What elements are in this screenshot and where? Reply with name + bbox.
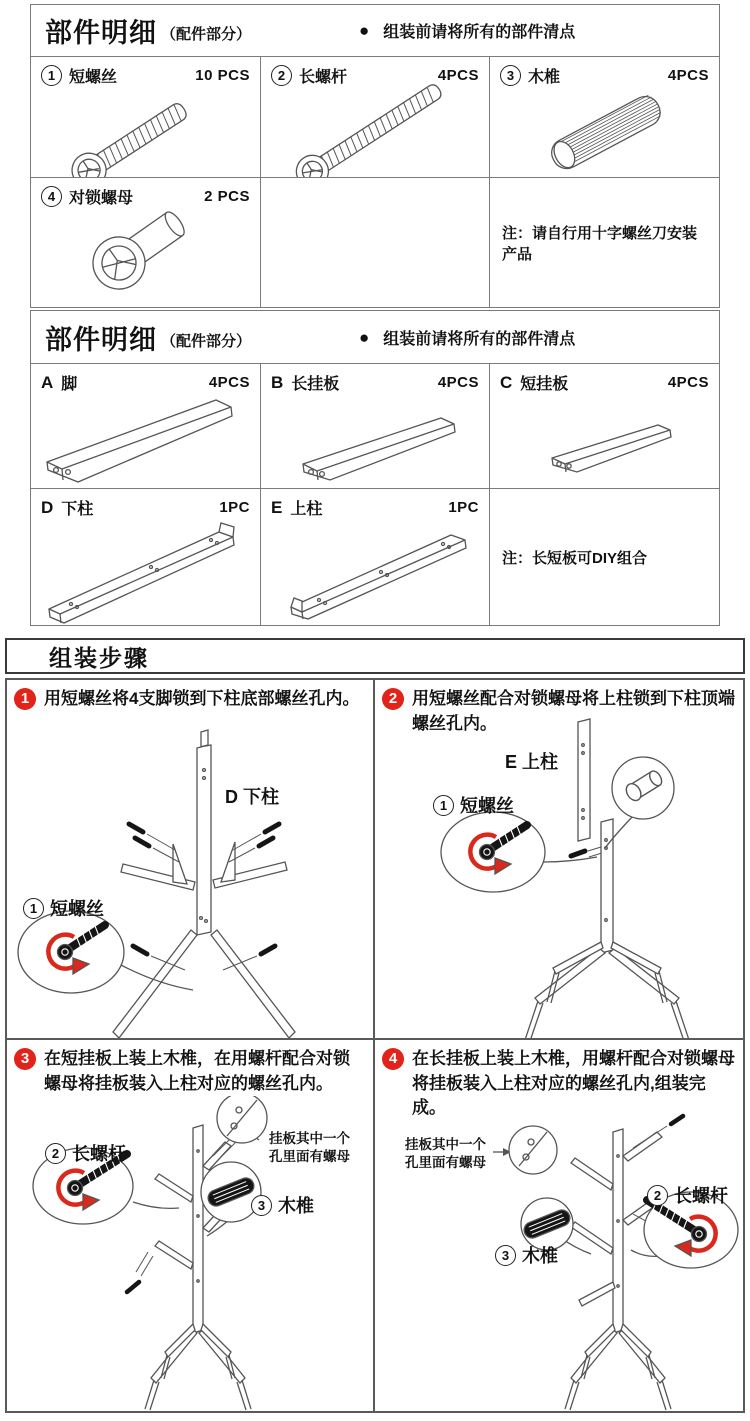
part-qty: 1PC [448, 499, 479, 516]
step-number-badge: 2 [382, 688, 404, 710]
part-name: 短螺丝 [69, 69, 118, 86]
wood-parts-table [30, 310, 720, 626]
parts-subtitle: （配件部分） [161, 332, 252, 350]
part-name: 对锁螺母 [69, 190, 134, 207]
part-number-badge: 4 [41, 186, 62, 207]
step-1-panel [5, 678, 375, 1040]
part-name: 上柱 [290, 501, 323, 518]
part-number-badge: 1 [41, 65, 62, 86]
part-cell-lower-post [31, 488, 260, 625]
fastener-label: 短螺丝 [50, 899, 104, 919]
part-cell-short-screw [31, 57, 260, 177]
assembly-steps-title: 组装步骤 [49, 644, 149, 671]
wood-parts-header [31, 311, 719, 364]
step-number-badge: 3 [14, 1048, 36, 1070]
part-cell-long-hang-board [260, 364, 489, 488]
step-4-panel [375, 1040, 745, 1413]
fastener-label: 短螺丝 [460, 796, 514, 816]
step-3-panel [5, 1040, 375, 1413]
bullet-icon: ● [359, 327, 370, 347]
dowel-label: 木椎 [278, 1196, 314, 1216]
part-name: 短挂板 [520, 376, 569, 393]
long-hang-board-icon [261, 392, 489, 488]
parts-title: 部件明细 [45, 18, 157, 48]
part-cell-wood-dowel [489, 57, 719, 177]
empty-cell [260, 177, 489, 307]
fastener-number-badge: 1 [23, 898, 44, 919]
step-instruction: 在短挂板上装上木椎，在用螺杆配合对锁螺母将挂板装入上柱对应的螺丝孔内。 [44, 1049, 350, 1093]
part-code: A [41, 372, 54, 392]
dowel-label: 木椎 [522, 1246, 558, 1266]
part-qty: 4PCS [667, 374, 709, 391]
hardware-parts-table [30, 4, 720, 308]
diy-note: 注：长短板可DIY组合 [502, 549, 648, 567]
hardware-parts-header [31, 5, 719, 57]
step-2-panel [375, 678, 745, 1040]
diy-note-cell [489, 488, 719, 625]
nut-hole-callout: 挂板其中一个 孔里面有螺母 [269, 1131, 350, 1165]
parts-subtitle: （配件部分） [161, 26, 252, 43]
parts-notice: 组装前请将所有的部件清点 [383, 24, 576, 41]
part-name: 长螺杆 [299, 69, 348, 86]
parts-title: 部件明细 [45, 324, 157, 355]
parts-notice: 组装前请将所有的部件清点 [383, 330, 576, 348]
part-cell-leg [31, 364, 260, 488]
nut-hole-callout: 挂板其中一个 孔里面有螺母 [405, 1137, 486, 1171]
part-cell-short-hang-board [489, 364, 719, 488]
leg-board-icon [31, 392, 260, 488]
step-instruction: 用短螺丝配合对锁螺母将上柱锁到下柱顶端螺丝孔内。 [412, 689, 735, 733]
upper-post-icon [261, 517, 489, 625]
step-instruction: 用短螺丝将4支脚锁到下柱底部螺丝孔内。 [44, 689, 360, 708]
step-instruction: 在长挂板上装上木椎，用螺杆配合对锁螺母将挂板装入上柱对应的螺丝孔内,组装完成。 [412, 1049, 735, 1118]
screwdriver-note: 注：请自行用十字螺丝刀安装产品 [502, 224, 698, 263]
part-cell-lock-nut [31, 177, 260, 307]
assembly-steps-header [5, 638, 745, 674]
part-code: E [271, 497, 283, 517]
fastener-number-badge: 1 [433, 795, 454, 816]
step-2-diagram [375, 710, 745, 1040]
part-name: 下柱 [61, 501, 94, 518]
bolt-number-badge: 2 [647, 1185, 668, 1206]
part-number-badge: 3 [500, 65, 521, 86]
assembly-steps-section [5, 638, 745, 1413]
part-qty: 4PCS [208, 374, 250, 391]
screwdriver-note-cell [489, 177, 719, 307]
part-qty: 1PC [219, 499, 250, 516]
part-qty: 4PCS [437, 67, 479, 84]
part-cell-long-bolt [260, 57, 489, 177]
bolt-label: 长螺杆 [674, 1186, 728, 1206]
short-screw-icon [31, 85, 260, 177]
short-hang-board-icon [490, 392, 719, 488]
step-number-badge: 4 [382, 1048, 404, 1070]
part-number-badge: 2 [271, 65, 292, 86]
part-name: 长挂板 [291, 376, 340, 393]
part-cell-upper-post [260, 488, 489, 625]
bolt-label: 长螺杆 [72, 1144, 126, 1164]
long-bolt-icon [261, 77, 489, 177]
part-qty: 2 PCS [204, 188, 250, 205]
part-name: 木椎 [528, 69, 561, 86]
part-qty: 4PCS [667, 67, 709, 84]
step-1-diagram [7, 722, 375, 1040]
wood-dowel-icon [490, 85, 719, 177]
bullet-icon: ● [359, 21, 370, 40]
lower-post-icon [31, 517, 260, 625]
assembly-steps-grid [5, 678, 745, 1413]
dowel-number-badge: 3 [251, 1195, 272, 1216]
part-code: C [500, 372, 513, 392]
part-name: 脚 [61, 376, 78, 393]
bolt-number-badge: 2 [45, 1143, 66, 1164]
lower-post-label: D 下柱 [225, 787, 279, 807]
lock-nut-icon [31, 205, 260, 307]
part-qty: 4PCS [437, 374, 479, 391]
dowel-number-badge: 3 [495, 1245, 516, 1266]
part-qty: 10 PCS [195, 67, 250, 84]
part-code: B [271, 372, 284, 392]
upper-post-label: E 上柱 [505, 752, 559, 772]
hardware-parts-grid [31, 57, 719, 307]
part-code: D [41, 497, 54, 517]
wood-parts-grid [31, 364, 719, 625]
step-number-badge: 1 [14, 688, 36, 710]
